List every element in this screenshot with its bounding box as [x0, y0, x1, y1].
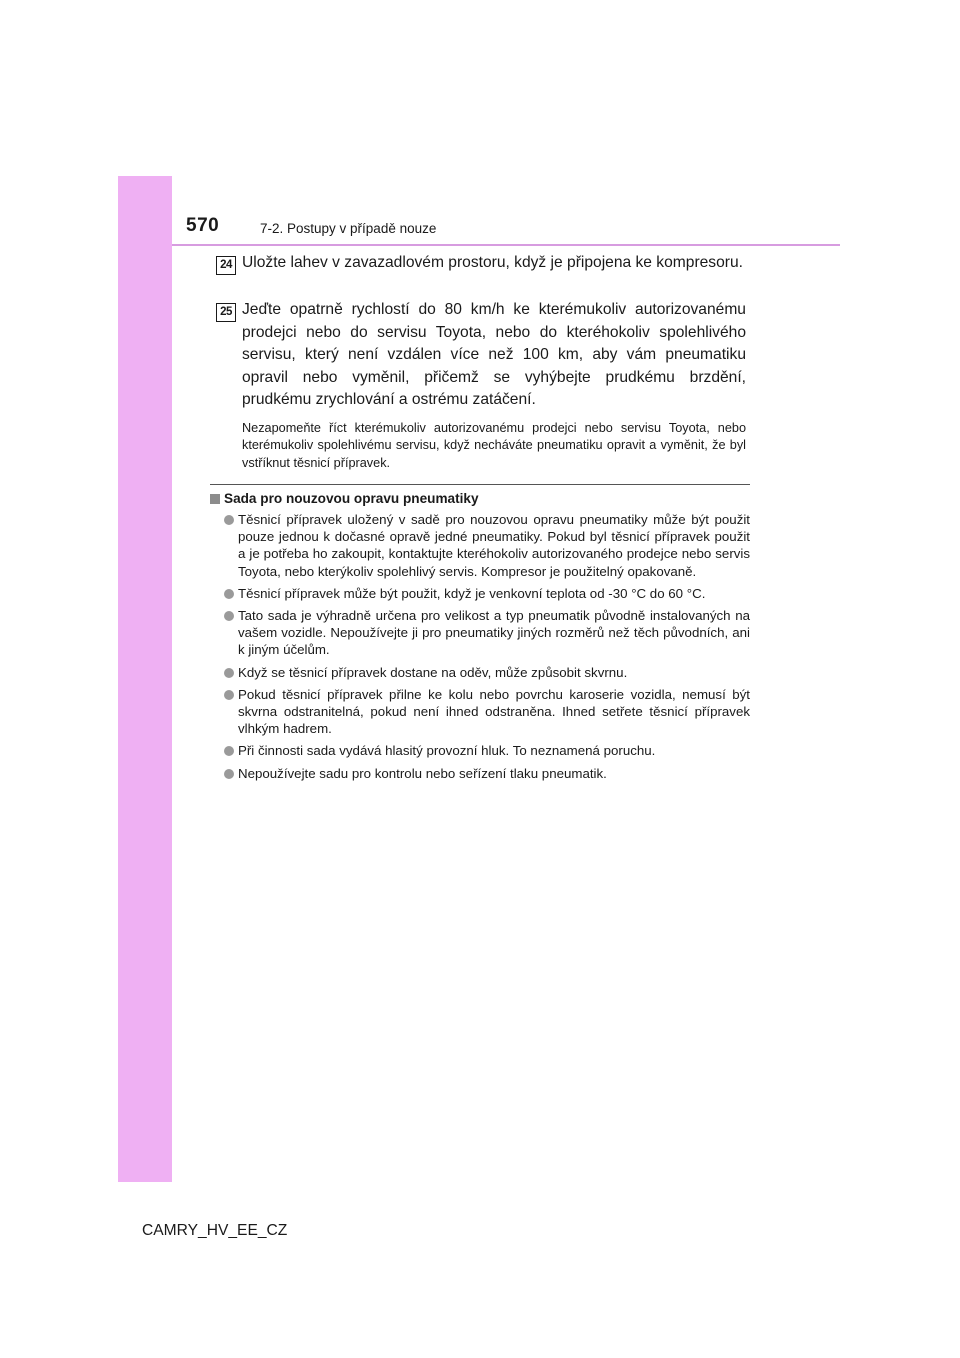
content-divider [210, 484, 750, 485]
list-item [210, 664, 750, 681]
step-24 [216, 252, 746, 275]
circle-bullet-icon [224, 746, 234, 756]
list-item [210, 765, 750, 782]
list-item [210, 511, 750, 580]
list-item-text: Při činnosti sada vydává hlasitý provozní hluk. To neznamená poruchu. [238, 743, 656, 759]
circle-bullet-icon [224, 589, 234, 599]
step-number-badge: 25 [216, 303, 236, 322]
list-item-text: Těsnicí přípravek může být použit, když je venkovní teplota od -30 °C do 60 °C. [238, 585, 706, 601]
circle-bullet-icon [224, 515, 234, 525]
circle-bullet-icon [224, 769, 234, 779]
step-number-badge: 24 [216, 256, 236, 275]
list-item [210, 686, 750, 738]
list-item [210, 742, 750, 759]
square-bullet-icon [210, 494, 220, 504]
list-item-text: Těsnicí přípravek uložený v sadě pro nouzovou opravu pneumatiky může být použit pouze jednou k dočasné opravě jedné pneumatiky. Pokud byl těsnicí přípravek použit a je potřeba ho zakoupit, kontaktujte kteréhokoliv autorizovaného prodejce nebo servis Toyota, nebo kterýkoliv spolehlivý servis. Kompresor je použitelný opakovaně. [238, 512, 750, 579]
list-item-text: Tato sada je výhradně určena pro velikost a typ pneumatik původně instalovaných na vašem vozidle. Nepoužívejte ji pro pneumatiky jiných rozměrů než těch původních, ani k jiným účelům. [238, 608, 750, 658]
circle-bullet-icon [224, 611, 234, 621]
step-25 [216, 299, 746, 472]
header-divider [172, 244, 840, 246]
step-text: Jeďte opatrně rychlostí do 80 km/h ke kterémukoliv autorizovanému prodejci nebo do servisu Toyota, nebo do kteréhokoliv spolehlivého servisu, který není vzdálen více než 100 km, aby vám pneumatiku opravil nebo vyměnil, přičemž se vyhýbejte prudkému brzdění, prudkému zrychlování a ostrému zatáčení. [242, 301, 746, 408]
circle-bullet-icon [224, 690, 234, 700]
step-text: Uložte lahev v zavazadlovém prostoru, když je připojena ke kompresoru. [242, 254, 743, 271]
list-item [210, 607, 750, 659]
document-code: CAMRY_HV_EE_CZ [142, 1222, 288, 1239]
list-item-text: Nepoužívejte sadu pro kontrolu nebo seřízení tlaku pneumatik. [238, 765, 607, 781]
step-note: Nezapomeňte říct kterémukoliv autorizovanému prodejci nebo servisu Toyota, nebo kterémukoliv spolehlivému servisu, když necháváte pneumatiku opravit a vyměnit, že byl vstříknut těsnicí přípravek. [242, 420, 746, 470]
notes-heading [210, 490, 750, 508]
chapter-sidebar-tab [118, 176, 172, 1182]
section-title: 7-2. Postupy v případě nouze [260, 221, 437, 236]
list-item [210, 585, 750, 602]
page-number: 570 [186, 215, 220, 236]
notes-section [210, 490, 750, 782]
list-item-text: Když se těsnicí přípravek dostane na oděv, může způsobit skvrnu. [238, 664, 628, 680]
list-item-text: Pokud těsnicí přípravek přilne ke kolu nebo povrchu karoserie vozidla, nemusí být skvrna odstranitelná, pokud není ihned odstraněna. Ihned setřete těsnicí přípravek vlhkým hadrem. [238, 686, 750, 737]
notes-heading-text: Sada pro nouzovou opravu pneumatiky [224, 491, 479, 506]
circle-bullet-icon [224, 668, 234, 678]
